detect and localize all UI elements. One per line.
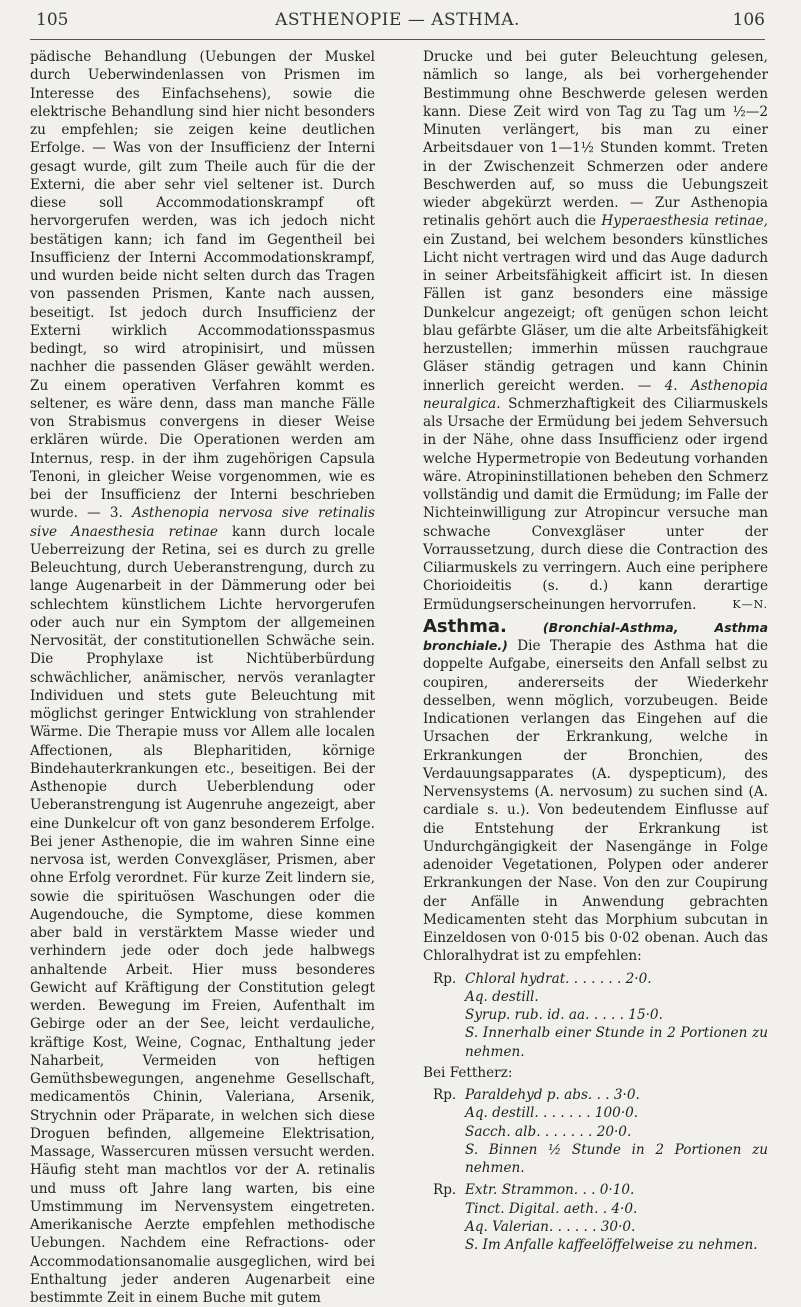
rx-line: Aq. destill. — [465, 988, 539, 1005]
asthma-subheading: (Bronchial-Asthma, Asthma bronchiale.) — [423, 619, 768, 653]
rx-signature: S. Binnen ½ Stunde in 2 Portionen zu nehmen. — [465, 1141, 768, 1176]
left-italic-term: Asthenopia nervosa sive retinalis sive Anaesthesia retinae — [30, 505, 375, 540]
right-italic-term-1: Hyperaesthesia retinae, — [601, 213, 768, 230]
running-title: ASTHENOPIE — ASTHMA. — [275, 10, 520, 30]
rx-label: Rp. — [433, 1182, 457, 1199]
page-number-right: 106 — [732, 10, 765, 30]
right-column — [423, 48, 768, 1254]
rx-line: Extr. Strammon. . . 0·10. — [465, 1182, 635, 1199]
author-signature: K—N. — [732, 597, 768, 611]
header-rule — [30, 39, 765, 40]
right-text-1: Drucke und bei guter Beleuchtung gelesen, nämlich so lange, als bei vorhergehender Bestimmung ohne Beschwerde gelesen werden kann. Diese Zeit wird von Tag zu Tag um ½—2 Minuten verlängert, bis man zu einer Arbeitsdauer von 1—1½ Stunden kommt. Treten in der Zwischenzeit Schmerzen oder andere Beschwerden auf, so muss die Uebungszeit wieder abgekürzt werden. — Zur Asthenopia retinalis gehört auch die — [423, 49, 768, 230]
rx-signature: S. Innerhalb einer Stunde in 2 Portionen zu nehmen. — [465, 1025, 768, 1060]
asthma-text: Die Therapie des Asthma hat die doppelte Aufgabe, einerseits den Anfall selbst zu coupiren, andererseits der Wiederkehr desselben, wenn möglich, vorzubeugen. Beide Indicationen verlangen das Eingehen auf die Ursachen der Erkrankung, welche in Erkrankungen der Bronchien, des Verdauungsapparates (A. dyspepticum), des Nervensystems (A. nervosum) zu suchen sind (A. cardiale s. u.). Von bedeutendem Einflusse auf die Entstehung der Erkrankung ist Undurchgängigkeit der Nasengänge in Folge adenoider Vegetationen, Polypen oder anderer Erkrankungen der Nase. Von den zur Coupirung der Anfälle in Anwendung gebrachten Medicamenten steht das Morphium subcutan in Einzeldosen von 0·015 bis 0·02 obenan. Auch das Chloralhydrat ist zu empfehlen: — [423, 638, 768, 965]
page-header — [30, 10, 765, 36]
rx-line: Chloral hydrat. . . . . . . 2·0. — [465, 970, 652, 987]
fettherz-label: Bei Fettherz: — [423, 1064, 513, 1081]
asthma-heading: Asthma. — [423, 615, 507, 637]
prescription-1 — [423, 970, 768, 1061]
page-number-left: 105 — [36, 10, 69, 30]
left-column — [30, 48, 375, 1307]
right-italic-term-2: 4. Asthenopia neuralgica. — [423, 377, 768, 412]
prescription-2 — [423, 1086, 768, 1177]
rx-label: Rp. — [433, 1087, 457, 1103]
rx-label: Rp. — [433, 970, 457, 987]
rx-signature: S. Im Anfalle kaffeelöffelweise zu nehmen. — [465, 1237, 758, 1253]
left-paragraph — [30, 48, 375, 1307]
rx-line: Sacch. alb. . . . . . . 20·0. — [465, 1123, 632, 1140]
rx-line: Aq. destill. . . . . . . 100·0. — [465, 1105, 639, 1122]
rx-line: Paraldehyd p. abs. . . 3·0. — [465, 1087, 640, 1103]
right-paragraph-1 — [423, 48, 768, 614]
rx-line: Syrup. rub. id. aa. . . . . 15·0. — [465, 1007, 663, 1023]
right-text-3: Schmerzhaftigkeit des Ciliarmuskels als Ursache der Ermüdung bei jedem Sehversuch in der Nähe, ohne dass Insufficienz oder irgend welche Hypermetropie von Bedeutung vorhanden wäre. Atropininstillationen beheben den Schmerz vollständig und damit die Ermüdung; im Falle der Nichteinwilligung zur Atropincur versuche man schwache Convexgläser unter der Vorraussetzung, durch diese die Contraction des Ciliarmuskels zu verringern. Auch eine periphere Chorioideitis (s. d.) kann derartige Ermüdungserscheinungen hervorrufen. — [423, 395, 768, 613]
prescription-3 — [423, 1181, 768, 1254]
rx-line: Aq. Valerian. . . . . . 30·0. — [465, 1218, 636, 1235]
left-text-2: kann durch locale Ueberreizung der Retina, sei es durch zu grelle Beleuchtung, durch Ueberanstrengung, durch zu lange Augenarbeit in der Dämmerung oder bei schlechtem künstlichem Lichte hervorgerufen oder auch nur ein Symptom der allgemeinen Nervosität, der constitutionellen Schwäche sein. Die Prophylaxe ist Nichtüberbürdung schwächlicher, anämischer, nervös veranlagter Individuen und stets gute Beleuchtung mit möglichst geringer Entwicklung von strahlender Wärme. Die Therapie muss vor Allem alle localen Affectionen, als Blepharitiden, körnige Bindehauterkrankungen etc., beseitigen. Bei der Asthenopie durch Ueberblendung oder Ueberanstrengung ist Augenruhe angezeigt, aber eine Dunkelcur oft von ganz besonderem Erfolge. Bei jener Asthenopie, die im wahren Sinne eine nervosa ist, werden Convexgläser, Prismen, aber ohne Erfolg verordnet. Für kurze Zeit lindern sie, sowie die spirituösen Waschungen oder die Augendouche, die Symptome, diese kommen aber bald in verstärktem Masse wieder und verhindern jede oder doch jede halbwegs anhaltende Arbeit. Hier muss besonderes Gewicht auf Kräftigung der Constitution gelegt werden. Bewegung im Freien, Aufenthalt im Gebirge oder an der See, leicht verdauliche, kräftige Kost, Weine, Cognac, Enthaltung jeder Naharbeit, Vermeiden von heftigen Gemüthsbewegungen, angenehme Gesellschaft, medicamentös Chinin, Valeriana, Arsenik, Strychnin oder Präparate, in welchen sich diese Droguen befinden, allgemeine Elektrisation, Massage, Wassercuren müssen versucht werden. Häufig steht man machtlos vor der A. retinalis und muss oft Jahre lang warten, bis eine Umstimmung im Nervensystem eingetreten. Amerikanische Aerzte empfehlen methodische Uebungen. Nachdem eine Refractions- oder Accommodationsanomalie ausgeglichen, wird bei Enthaltung jeder anderen Augenarbeit eine bestimmte Zeit in einem Buche mit gutem — [30, 523, 375, 1306]
right-text-2: ein Zustand, bei welchem besonders künstliches Licht nicht vertragen wird und das Auge dadurch in seiner Arbeitsfähigkeit afficirt ist. In diesen Fällen ist ganz besonders eine mässige Dunkelcur angezeigt; oft genügen schon leicht blau gefärbte Gläser, um die alte Arbeitsfähigkeit herzustellen; immerhin müssen rauchgraue Gläser ständig getragen und kann Chinin innerlich gereicht werden. — — [423, 231, 768, 394]
left-text-1: pädische Behandlung (Uebungen der Muskel durch Ueberwindenlassen von Prismen im Interesse des Einfachsehens), sowie die elektrische Behandlung sind hier nicht besonders zu empfehlen; sie zeigen keine deutlichen Erfolge. — Was von der Insufficienz der Interni gesagt wurde, gilt zum Theile auch für die der Externi, die aber sehr viel seltener ist. Durch diese soll Accommodationskrampf oft hervorgerufen werden, was ich jedoch nicht bestätigen kann; ich fand im Gegentheil bei Insufficienz der Interni Accommodationskrampf, und wurden beide nicht selten durch das Tragen von passenden Prismen, Kante nach aussen, beseitigt. Ist jedoch durch Insufficienz der Externi wirklich Accommodationsspasmus bedingt, so wird atropinisirt, und müssen nachher die passenden Gläser gewählt werden. Zu einem operativen Verfahren kommt es seltener, es wäre denn, dass man manche Fälle von Strabismus convergens in dieser Weise erklären würde. Die Operationen werden am Internus, resp. in der ihm zugehörigen Capsula Tenoni, in gleicher Weise vorgenommen, wie es bei der Insufficienz der Interni beschrieben wurde. — 3. — [30, 49, 375, 522]
asthma-section — [423, 615, 768, 966]
rx-line: Tinct. Digital. aeth. . 4·0. — [465, 1200, 638, 1217]
